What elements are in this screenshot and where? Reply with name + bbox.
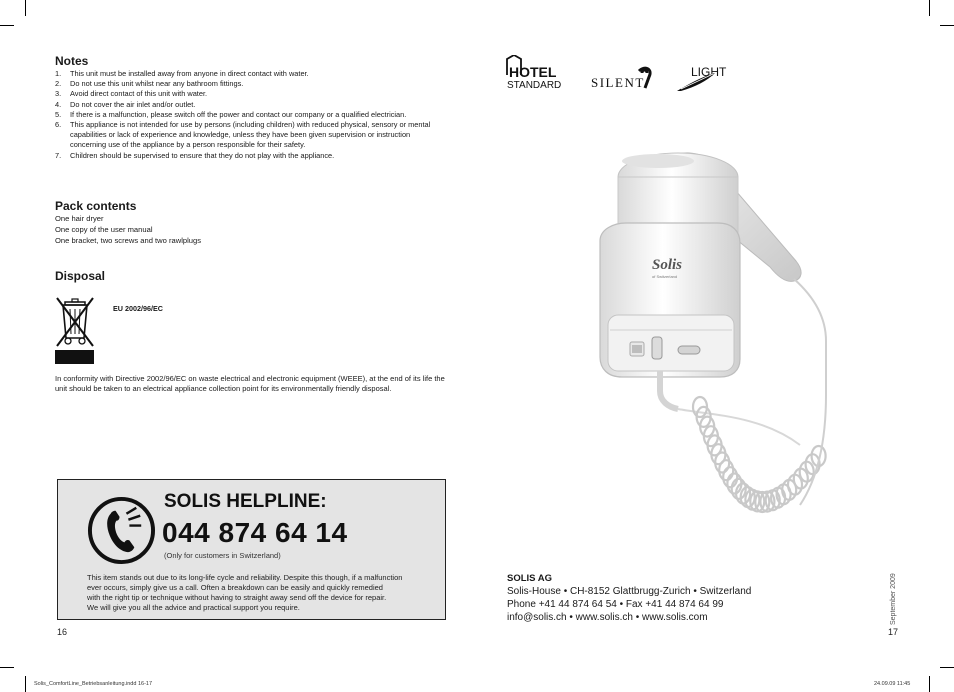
- crop-mark: [0, 667, 14, 668]
- notes-heading: Notes: [55, 54, 89, 68]
- notes-item-text: If there is a malfunction, please switch off the power and contact our company or a qualified electrician.: [70, 109, 407, 119]
- crop-mark: [25, 676, 26, 692]
- notes-list: [55, 69, 447, 161]
- helpline-text-line: This item stands out due to its long-life cycle and reliability. Despite this though, if a malfunction: [87, 573, 403, 582]
- crossed-bin-icon: [55, 296, 95, 348]
- helpline-text-line: We will give you all the advice and practical support you require.: [87, 602, 300, 612]
- hotel-standard-logo: [507, 55, 561, 91]
- notes-item-text: Children should be supervised to ensure that they do not play with the appliance.: [70, 150, 335, 160]
- helpline-text-line: ever occurs, simply give us a call. Often a breakdown can be easily and quickly remedied: [87, 582, 383, 592]
- company-phone: Phone +41 44 874 64 54 • Fax +41 44 874 64 99: [507, 599, 724, 610]
- notes-item-number: 3.: [55, 89, 62, 99]
- notes-item-number: 2.: [55, 79, 62, 89]
- notes-item-text: Do not cover the air inlet and/or outlet.: [70, 99, 196, 109]
- notes-item-number: 6.: [55, 120, 62, 130]
- light-logo-text: LIGHT: [691, 65, 727, 79]
- company-name: SOLIS AG: [507, 573, 553, 584]
- pack-contents-heading: Pack contents: [55, 199, 137, 213]
- notes-item: [55, 151, 447, 161]
- notes-item-text: This unit must be installed away from anyone in direct contact with water.: [70, 69, 309, 78]
- publication-date-text: September 2009: [890, 573, 897, 625]
- file-slug: Solis_ComfortLine_Betriebsanleitung.indd 16-17: [34, 681, 153, 687]
- notes-item: [55, 120, 447, 151]
- silent-logo-text: SILENT: [591, 75, 645, 90]
- phone-icon: [87, 496, 156, 565]
- notes-item: [55, 69, 447, 79]
- notes-item: [55, 79, 447, 89]
- light-feather-logo: [677, 65, 727, 91]
- file-timestamp: 24.09.09 11:45: [874, 681, 911, 687]
- hotel-logo-line1: HOTEL: [509, 64, 557, 80]
- notes-item: [55, 110, 447, 120]
- hair-dryer-image: [590, 145, 860, 525]
- crop-mark: [929, 0, 930, 16]
- crop-mark: [929, 676, 930, 692]
- notes-item-text: Avoid direct contact of this unit with water.: [70, 89, 208, 99]
- notes-item: [55, 100, 447, 110]
- page-number-left: 16: [57, 627, 68, 637]
- weee-bar: [55, 350, 94, 364]
- company-info: [507, 572, 751, 624]
- hotel-logo-line2: STANDARD: [507, 80, 562, 91]
- crop-mark: [940, 667, 954, 668]
- dryer-brand-text: Solis: [652, 257, 683, 273]
- page-number-right: 17: [888, 627, 899, 637]
- company-address: Solis-House • CH-8152 Glattbrugg-Zurich • Switzerland: [507, 586, 752, 597]
- notes-item-text: This appliance is not intended for use by persons (including children) with reduced physical, sensory or mental capabilities or lack of experience and knowledge, unless they have been given supervision or instruction concerning use of the appliance by a person responsible for their safety.: [70, 120, 431, 150]
- helpline-text: [87, 573, 437, 613]
- helpline-note: (Only for customers in Switzerland): [164, 551, 281, 560]
- notes-item-number: 4.: [55, 99, 62, 109]
- notes-item-number: 5.: [55, 109, 62, 119]
- crop-mark: [0, 25, 14, 26]
- directive-label: EU 2002/96/EC: [113, 304, 163, 313]
- crop-mark: [940, 25, 954, 26]
- publication-date: [878, 565, 908, 625]
- pack-contents-list: [55, 213, 201, 247]
- helpline-box: [57, 479, 446, 620]
- helpline-text-line: with the right tip or technique without having to straight away send off the device for repair.: [87, 592, 387, 602]
- helpline-title: SOLIS HELPLINE:: [164, 491, 327, 512]
- company-web: info@solis.ch • www.solis.ch • www.solis.com: [507, 612, 708, 623]
- crop-mark: [25, 0, 26, 16]
- dryer-brand-subtext: of Switzerland: [652, 274, 678, 279]
- pack-contents-item: One bracket, two screws and two rawlplugs: [55, 236, 202, 246]
- notes-item-number: 1.: [55, 69, 62, 78]
- notes-item-number: 7.: [55, 150, 62, 160]
- silent-logo: [591, 68, 650, 90]
- pack-contents-item: One hair dryer: [55, 214, 104, 223]
- notes-item-text: Do not use this unit whilst near any bathroom fittings.: [70, 79, 244, 89]
- pack-contents-item: One copy of the user manual: [55, 225, 153, 235]
- product-logos: [505, 55, 735, 95]
- disposal-text: In conformity with Directive 2002/96/EC on waste electrical and electronic equipment (WEEE), at the end of its life the unit should be taken to an electrical appliance collection point for its environmentally friendly disposal.: [55, 374, 445, 394]
- helpline-number: 044 874 64 14: [162, 517, 348, 548]
- notes-item: [55, 89, 447, 99]
- disposal-heading: Disposal: [55, 269, 106, 283]
